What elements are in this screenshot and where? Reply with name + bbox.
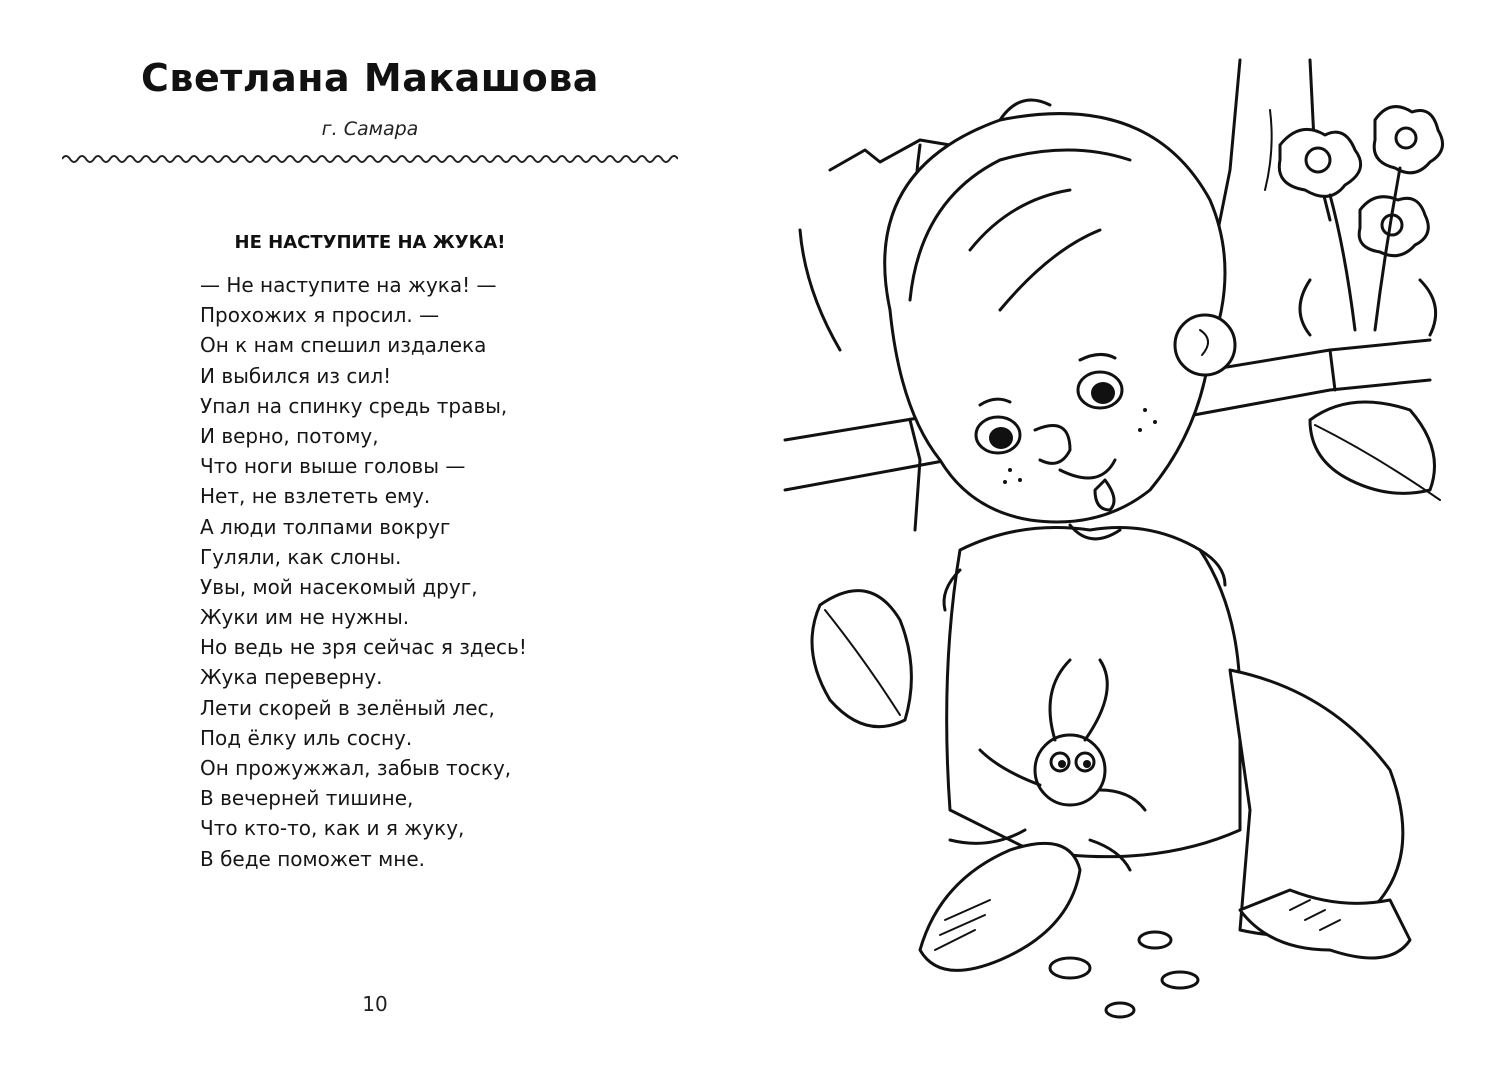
page-number: 10: [362, 992, 388, 1016]
poem-line: Но ведь не зря сейчас я здесь!: [200, 635, 527, 660]
poem-line: В беде поможет мне.: [200, 846, 425, 871]
poem-line: Жуки им не нужны.: [200, 605, 410, 630]
boy-head: [885, 100, 1235, 522]
poem-line: Жука переверну.: [200, 665, 383, 690]
poem-line: Нет, не взлететь ему.: [200, 484, 431, 509]
text-page: [0, 0, 740, 1080]
flowers: [1279, 107, 1442, 335]
poem-line: — Не наступите на жука! —: [200, 273, 497, 297]
wavy-divider: [62, 152, 678, 166]
author-city: г. Самара: [321, 118, 419, 140]
coloring-illustration: [770, 50, 1470, 1050]
poem-line: В вечерней тишине,: [200, 786, 414, 811]
poem-line: И верно, потому,: [200, 423, 379, 448]
poem-line: Что кто-то, как и я жуку,: [200, 816, 465, 841]
poem-body: [200, 270, 680, 874]
poem-title: НЕ НАСТУПИТЕ НА ЖУКА!: [234, 232, 506, 253]
poem-line: Он к нам спешил издалека: [200, 333, 487, 358]
poem-line: Что ноги выше головы —: [200, 454, 466, 479]
poem-line: Гуляли, как слоны.: [200, 544, 402, 569]
poem-line: Увы, мой насекомый друг,: [200, 574, 478, 599]
poem-line: Лети скорей в зелёный лес,: [200, 695, 495, 720]
poem-line: И выбился из сил!: [200, 363, 392, 388]
poem-line: Он прожужжал, забыв тоску,: [200, 756, 512, 780]
poem-line: А люди толпами вокруг: [200, 514, 451, 539]
poem-line: Упал на спинку средь травы,: [200, 393, 508, 418]
poem-line: Прохожих я просил. —: [200, 303, 440, 328]
poem-line: Под ёлку иль сосну.: [200, 725, 413, 750]
pebbles: [1050, 932, 1198, 1017]
boy-with-beetle-drawing: [770, 50, 1470, 1050]
author-name: Светлана Макашова: [141, 56, 599, 100]
